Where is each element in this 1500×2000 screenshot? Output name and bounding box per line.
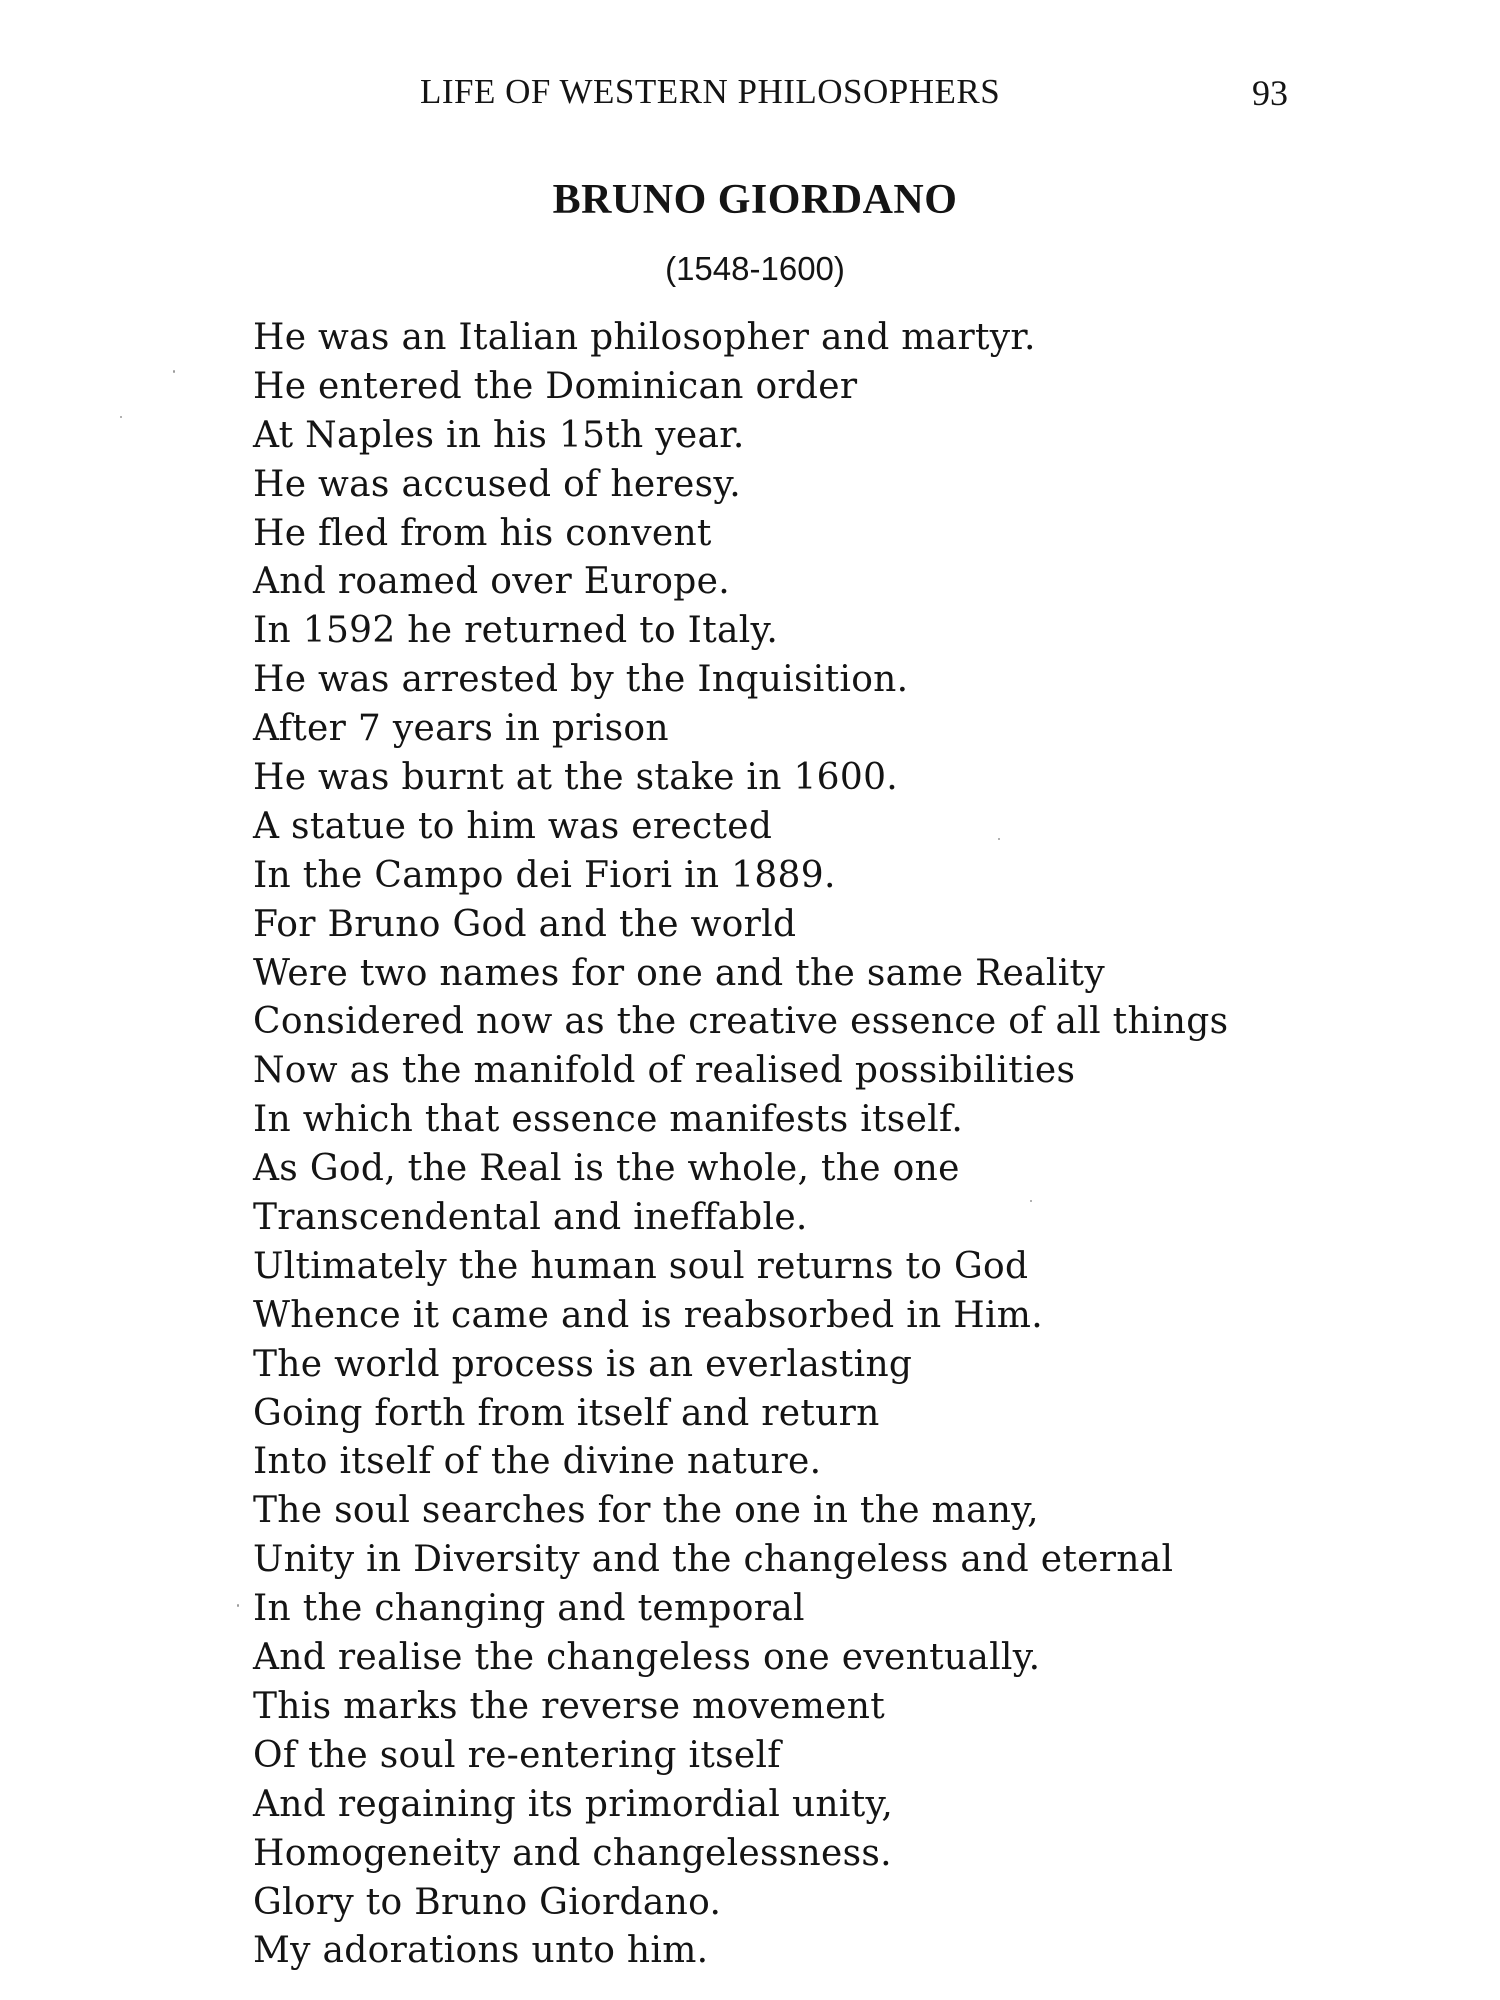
poem-line: Into itself of the divine nature.: [253, 1441, 822, 1483]
poem-line: Unity in Diversity and the changeless and eternal: [253, 1539, 1174, 1581]
poem-line: Ultimately the human soul returns to God: [253, 1245, 1029, 1287]
poem-line: He was accused of heresy.: [253, 463, 741, 505]
poem-line: Transcendental and ineffable.: [253, 1197, 808, 1239]
poem-line: He was an Italian philosopher and martyr.: [253, 317, 1036, 358]
poem-body: [253, 314, 1473, 1976]
running-head: LIFE OF WESTERN PHILOSOPHERS: [420, 72, 1001, 111]
scan-speck: [237, 1604, 239, 1607]
poem-line: My adorations unto him.: [253, 1930, 709, 1972]
poem-line: In the Campo dei Fiori in 1889.: [253, 854, 836, 896]
poem-line: Whence it came and is reabsorbed in Him.: [253, 1294, 1043, 1336]
life-dates: (1548-1600): [665, 250, 845, 287]
poem-line: And regaining its primordial unity,: [253, 1783, 894, 1825]
poem-line: In which that essence manifests itself.: [253, 1099, 964, 1141]
poem-line: A statue to him was erected: [253, 805, 773, 847]
scan-speck: [120, 416, 122, 418]
poem-line: Homogeneity and changelessness.: [253, 1832, 892, 1874]
poem-line: He fled from his convent: [253, 512, 712, 554]
poem-line: At Naples in his 15th year.: [253, 414, 745, 456]
poem-line: For Bruno God and the world: [253, 903, 797, 945]
poem-line: He entered the Dominican order: [253, 365, 858, 407]
poem-line: Of the soul re-entering itself: [253, 1734, 781, 1776]
scan-speck: [173, 370, 175, 373]
poem-line: Were two names for one and the same Reality: [253, 952, 1105, 994]
chapter-title: BRUNO GIORDANO: [552, 177, 958, 223]
poem-line: After 7 years in prison: [253, 708, 669, 750]
poem-line: And realise the changeless one eventually.: [253, 1637, 1041, 1679]
poem-line: He was burnt at the stake in 1600.: [253, 757, 899, 799]
poem-line: The soul searches for the one in the many,: [253, 1490, 1039, 1532]
poem-line: This marks the reverse movement: [253, 1685, 886, 1727]
poem-line: And roamed over Europe.: [253, 561, 730, 603]
poem-line: In the changing and temporal: [253, 1588, 805, 1630]
poem-line: Considered now as the creative essence of all things: [253, 1001, 1229, 1043]
page-header: [0, 72, 1500, 122]
poem-line: Going forth from itself and return: [253, 1392, 880, 1434]
scan-speck: [1030, 1200, 1032, 1202]
poem-line: He was arrested by the Inquisition.: [253, 659, 909, 701]
poem-line: Glory to Bruno Giordano.: [253, 1881, 722, 1923]
poem-line: As God, the Real is the whole, the one: [253, 1148, 960, 1190]
scan-speck: [998, 838, 1000, 840]
poem-line: In 1592 he returned to Italy.: [253, 610, 779, 652]
poem-line: Now as the manifold of realised possibilities: [253, 1050, 1076, 1092]
poem-line: The world process is an everlasting: [253, 1343, 913, 1385]
page-number: 93: [1252, 73, 1288, 113]
